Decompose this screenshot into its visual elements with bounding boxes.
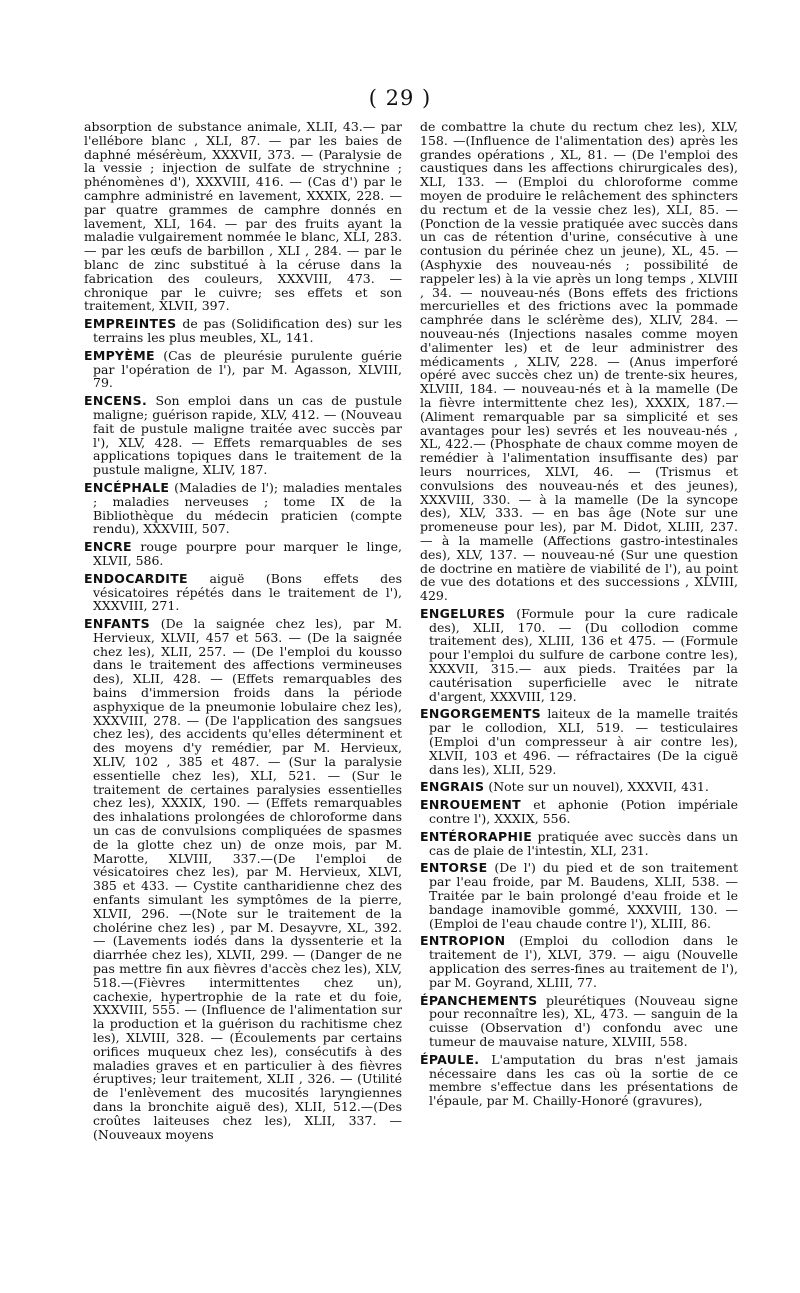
entry-heading: ENCÉPHALE bbox=[84, 479, 170, 495]
entry-text: (Formule pour la cure radicale des), XLII, 170. — (Du collodion comme traitement des), XLIII, 136 et 475. — (Formule pour l'emploi du sulfure de carbone contre les), XXXVII, 315.— aux pieds. Traitées par la cautérisation superficielle avec le nitrate d'argent, XXXVIII, 129. bbox=[429, 605, 738, 704]
index-entry bbox=[420, 994, 738, 1049]
entry-text: (Maladies de l'); maladies mentales ; maladies nerveuses ; tome IX de la Bibliothèque du médecin praticien (compte rendu), XXXVIII, 507. bbox=[93, 479, 403, 537]
index-entry bbox=[420, 798, 738, 826]
index-entry bbox=[84, 394, 402, 477]
index-entry bbox=[420, 1053, 738, 1108]
index-entry bbox=[84, 317, 402, 345]
index-entry bbox=[420, 830, 738, 858]
entry-text: (De la saignée chez les), par M. Hervieux, XLVII, 457 et 563. — (De la saignée chez les), XLII, 257. — (De l'emploi du kousso dans le traitement des affections vermineuses des), XLII, 428. — (Effets remarquables des bains d'immersion froids dans la période asphyxique de la pneumonie lobulaire chez les), XXXVIII, 278. — (De l'application des sangsues chez les), des accidents qu'elles déterminent et des moyens d'y remédier, par M. Hervieux, XLIV, 102 , 385 et 487. — (Sur la paralysie essentielle chez les), XLI, 521. — (Sur le traitement de certaines paralysies essentielles chez les), XXXIX, 190. — (Effets remarquables des inhalations prolongées de chloroforme dans un cas de convulsions compliquées de spasmes de la glotte chez un) de onze mois, par M. Marotte, XLVIII, 337.—(De l'emploi de vésicatoires chez les), par M. Hervieux, XLVI, 385 et 433. — Cystite cantharidienne chez des enfants simulant les symptômes de la pierre, XLVII, 296. —(Note sur le traitement de la cholérine chez les) , par M. Desayvre, XL, 392. — (Lavements iodés dans la dyssenterie et la diarrhée chez les), XLVII, 299. — (Danger de ne pas mettre fin aux fièvres d'accès chez les), XLV, 518.—(Fièvres intermittentes chez un), cachexie, hypertrophie de la rate et du foie, XXXVIII, 555. — (Influence de l'alimentation sur la production et la guérison du rachitisme chez les), XLVIII, 328. — (Écoulements par certains orifices muqueux chez les), consécutifs à des maladies graves et en particulier à des fièvres éruptives; leur traitement, XLII , 326. — (Utilité de l'enlèvement des mucosités laryngiennes dans la bronchite aiguë des), XLII, 512.—(Des croûtes laiteuses chez les), XLII, 337. — (Nouveaux moyens bbox=[93, 616, 402, 1142]
entry-heading: ENTÉRORAPHIE bbox=[420, 828, 533, 844]
entry-heading: ENGORGEMENTS bbox=[420, 706, 541, 722]
entry-heading: ENCRE bbox=[84, 539, 132, 555]
entry-heading: ENFANTS bbox=[84, 616, 150, 632]
entry-heading: ENTORSE bbox=[420, 860, 488, 876]
entry-text: pratiquée avec succès dans un cas de plaie de l'intestin, XLI, 231. bbox=[429, 828, 738, 858]
entry-text: et aphonie (Potion impériale contre l'), XXXIX, 556. bbox=[429, 797, 738, 827]
entry-heading: ÉPANCHEMENTS bbox=[420, 992, 538, 1008]
index-entry bbox=[84, 481, 402, 536]
entry-heading: ENTROPION bbox=[420, 933, 506, 949]
entry-text: rouge pourpre pour marquer le linge, XLVII, 586. bbox=[93, 539, 402, 568]
entry-heading: ENGRAIS bbox=[420, 779, 485, 795]
page-number: ( 29 ) bbox=[368, 86, 432, 110]
entry-heading: ENGELURES bbox=[420, 605, 506, 621]
entry-heading: EMPYÈME bbox=[84, 347, 155, 363]
index-entry bbox=[420, 120, 738, 603]
entry-text: laiteux de la mamelle traités par le collodion, XLI, 519. — testiculaires (Emploi d'un compresseur à air contre les), XLVII, 103 et 496. — réfractaires (De la ciguë dans les), XLII, 529. bbox=[429, 706, 738, 777]
index-entry bbox=[84, 540, 402, 568]
index-entry bbox=[84, 617, 402, 1141]
entry-text: (Note sur un nouvel), XXXVII, 431. bbox=[488, 779, 709, 795]
entry-text: Son emploi dans un cas de pustule maligne; guérison rapide, XLV, 412. — (Nouveau fait de pustule maligne traitée avec succès par l'), XLV, 428. — Effets remarquables de ses applications topiques dans le traitement de la pustule maligne, XLIV, 187. bbox=[93, 393, 402, 478]
index-entry bbox=[420, 607, 738, 704]
index-entry bbox=[420, 861, 738, 930]
index-entry bbox=[84, 120, 402, 313]
entry-text: absorption de substance animale, XLII, 43.— par l'ellébore blanc , XLI, 87. — par les baies de daphné mésérèum, XXXVII, 373. — (Paralysie de la vessie ; injection de sulfate de strychnine ; phénomènes d'), XXXVIII, 416. — (Cas d') par le camphre administré en lavement, XXXIX, 228. — par quatre grammes de camphre donnés en lavement, XLI, 164. — par des fruits ayant la maladie vulgairement nommée le blanc, XLI, 283. — par les œufs de barbillon , XLI , 284. — par le blanc de zinc substitué à la céruse dans la fabrication des couleurs, XXXVIII, 473. — chronique par le cuivre; ses effets et son traitement, XLVII, 397. bbox=[84, 119, 402, 314]
entry-heading: ENCENS. bbox=[84, 393, 148, 409]
entry-text: L'amputation du bras n'est jamais nécessaire dans les cas où la sortie de ce membre s'effectue dans les présentations de l'épaule, par M. Chailly-Honoré (gravures), bbox=[429, 1051, 738, 1109]
entry-text: aiguë (Bons effets des vésicatoires répétés dans le traitement de l'), XXXVIII, 271. bbox=[93, 570, 402, 614]
entry-heading: ENROUEMENT bbox=[420, 797, 521, 813]
entry-heading: ÉPAULE. bbox=[420, 1051, 480, 1067]
index-entry bbox=[420, 934, 738, 989]
index-entry bbox=[84, 349, 402, 390]
entry-text: pleurétiques (Nouveau signe pour reconnaître les), XL, 473. — sanguin de la cuisse (Observation d') confondu avec une tumeur de mauvaise nature, XLVIII, 558. bbox=[429, 992, 738, 1049]
entry-heading: EMPREINTES bbox=[84, 316, 177, 332]
entry-text: (Cas de pleurésie purulente guérie par l'opération de l'), par M. Agasson, XLVIII, 79. bbox=[93, 347, 402, 391]
right-column bbox=[420, 120, 738, 1112]
entry-text: (De l') du pied et de son traitement par l'eau froide, par M. Baudens, XLII, 538. — Traitée par le bain prolongé d'eau froide et le bandage inamovible gommé, XXXVIII, 130. — (Emploi de l'eau chaude contre l'), XLIII, 86. bbox=[429, 860, 738, 931]
entry-text: de combattre la chute du rectum chez les), XLV, 158. —(Influence de l'alimentation des) après les grandes opérations , XL, 81. — (De l'emploi des caustiques dans les affections chirurgicales des), XLI, 133. — (Emploi du chloroforme comme moyen de produire le relâchement des sphincters du rectum et de la vessie chez les), XLI, 85. — (Ponction de la vessie pratiquée avec succès dans un cas de rétention d'urine, consécutive à une contusion du périnée chez un jeune), XL, 45. — (Asphyxie des nouveau-nés ; possibilité de rappeler les) à la vie après un long temps , XLVIII , 34. — nouveau-nés (Bons effets des frictions mercurielles et des frictions avec la pommade camphrée dans le sclérème des), XLIV, 284. — nouveau-nés (Injections nasales comme moyen d'alimenter les) et de leur administrer des médicaments , XLIV, 228. — (Anus imperforé opéré avec succès chez un) de trente-six heures, XLVIII, 184. — nouveau-nés et à la mamelle (De la fièvre intermittente chez les), XXXIX, 187.— (Aliment remarquable par sa simplicité et ses avantages pour les) sevrés et les nouveau-nés , XL, 422.— (Phosphate de chaux comme moyen de remédier à l'alimentation insuffisante des) par leurs nourrices, XLVI, 46. — (Trismus et convulsions des nouveau-nés et des jeunes), XXXVIII, 330. — à la mamelle (De la syncope des), XLV, 333. — en bas âge (Note sur une promeneuse pour les), par M. Didot, XLIII, 237. — à la mamelle (Affections gastro-intestinales des), XLV, 137. — nouveau-né (Sur une question de doctrine en matière de viabilité de l'), au point de vue des dotations et des successions , XLVIII, 429. bbox=[420, 119, 738, 604]
index-entry bbox=[84, 572, 402, 613]
entry-text: (Emploi du collodion dans le traitement de l'), XLVI, 379. — aigu (Nouvelle application des serres-fines au traitement de l'), par M. Goyrand, XLIII, 77. bbox=[429, 933, 738, 990]
left-column bbox=[84, 120, 402, 1145]
index-entry bbox=[420, 707, 738, 776]
entry-text: de pas (Solidification des) sur les terrains les plus meubles, XL, 141. bbox=[93, 316, 402, 345]
entry-heading: ENDOCARDITE bbox=[84, 570, 188, 586]
index-entry bbox=[420, 780, 738, 794]
